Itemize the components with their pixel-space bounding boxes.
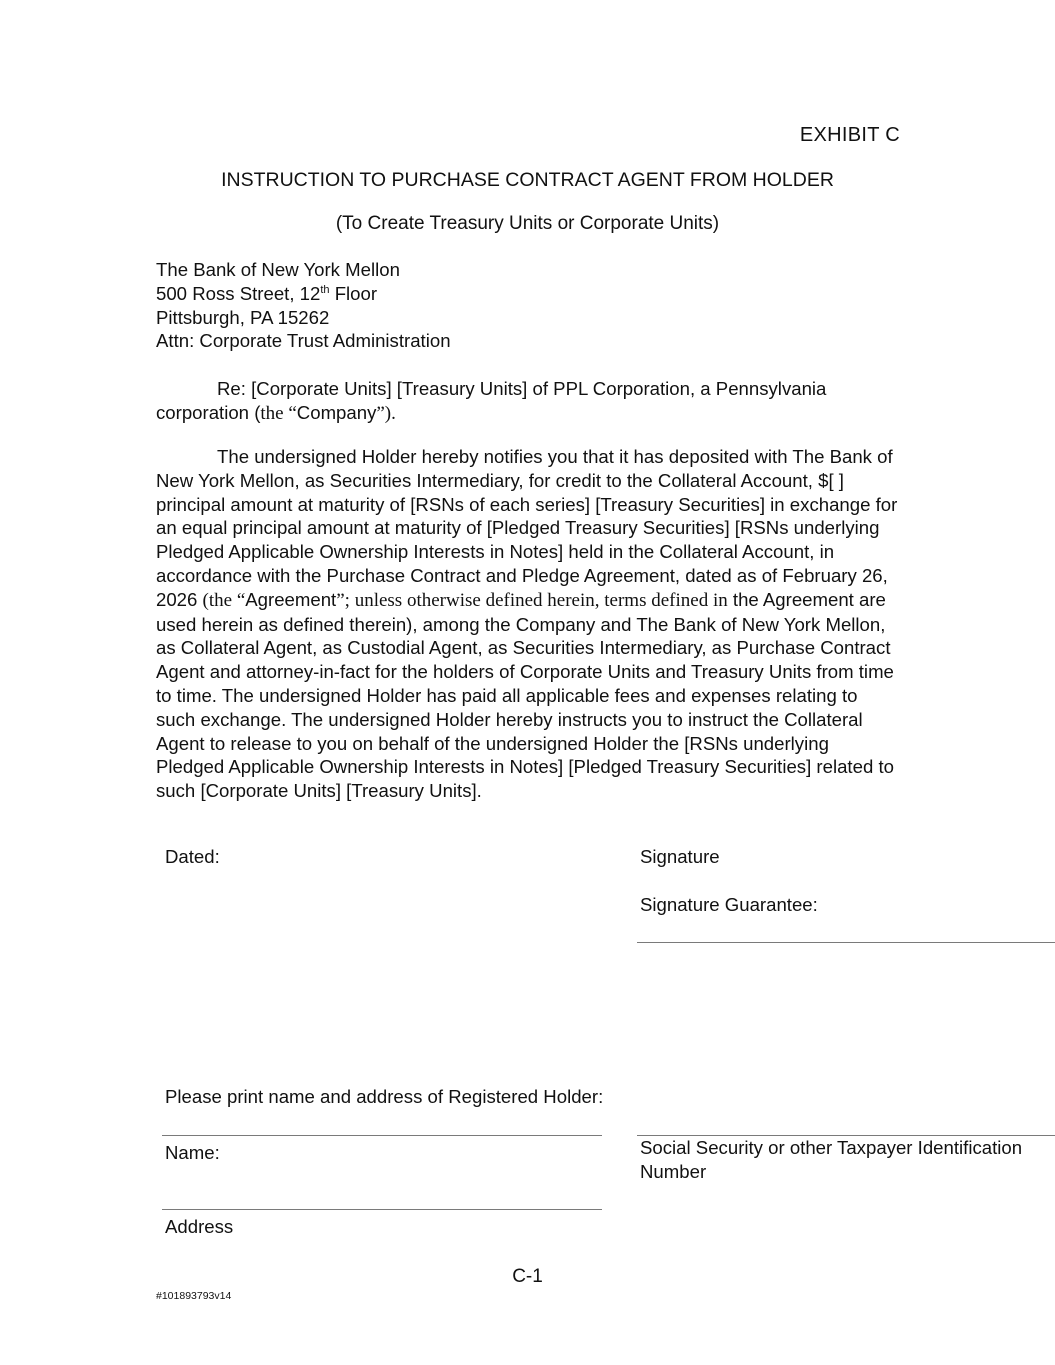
re-line: Re: [Corporate Units] [Treasury Units] of PPL Corporation, a Pennsylvania corporation (the “Company”). — [156, 378, 827, 424]
exhibit-label: EXHIBIT C — [799, 124, 900, 146]
document-title: INSTRUCTION TO PURCHASE CONTRACT AGENT FROM HOLDER — [221, 169, 834, 191]
page-number: C-1 — [512, 1266, 543, 1287]
dated-label: Dated: — [165, 846, 220, 867]
address-line-1: The Bank of New York Mellon — [156, 259, 400, 280]
address-line-3: Pittsburgh, PA 15262 — [156, 306, 330, 328]
name-label: Name: — [165, 1142, 220, 1163]
recipient-address — [156, 258, 451, 353]
document-id: #101893793v14 — [156, 1290, 232, 1302]
signature-guarantee-line[interactable] — [637, 942, 1055, 943]
address-line-2: 500 Ross Street, 12th Floor — [156, 282, 378, 304]
signature-label: Signature — [640, 846, 720, 867]
print-name-address-label: Please print name and address of Registered Holder: — [165, 1086, 604, 1107]
signature-guarantee-label: Signature Guarantee: — [640, 894, 818, 915]
address-label: Address — [165, 1216, 234, 1237]
holder-address-line[interactable] — [162, 1209, 602, 1210]
address-line-4: Attn: Corporate Trust Administration — [156, 330, 451, 352]
instruction-paragraph: The undersigned Holder hereby notifies you that it has deposited with The Bank of New York Mellon, as Securities Intermediary, for credit to the Collateral Account, $[ ] principal amount at maturity of [RSNs of each series] [Treasury Securities] in exchange for an equal principal amount at maturity of [Pledged Treasury Securities] [RSNs underlying Pledged Applicable Ownership Interests in Notes] held in the Collateral Account, in accordance with the Purchase Contract and Pledge Agreement, dated as of February 26, 2026 (the “Agreement”; unless otherwise defined herein, terms defined in the Agreement are used herein as defined therein), among the Company and The Bank of New York Mellon, as Collateral Agent, as Custodial Agent, as Securities Intermediary, as Purchase Contract Agent and attorney-in-fact for the holders of Corporate Units and Treasury Units from time to time. The undersigned Holder has paid all applicable fees and expenses relating to such exchange. The undersigned Holder hereby instructs you to instruct the Collateral Agent to release to you on behalf of the undersigned Holder the [RSNs underlying Pledged Applicable Ownership Interests in Notes] [Pledged Treasury Securities] related to such [Corporate Units] [Treasury Units]. — [156, 446, 898, 802]
holder-name-line[interactable] — [162, 1135, 602, 1136]
document-subtitle: (To Create Treasury Units or Corporate Units) — [335, 213, 720, 234]
taxpayer-id-label: Social Security or other Taxpayer Identification Number — [640, 1137, 1023, 1182]
